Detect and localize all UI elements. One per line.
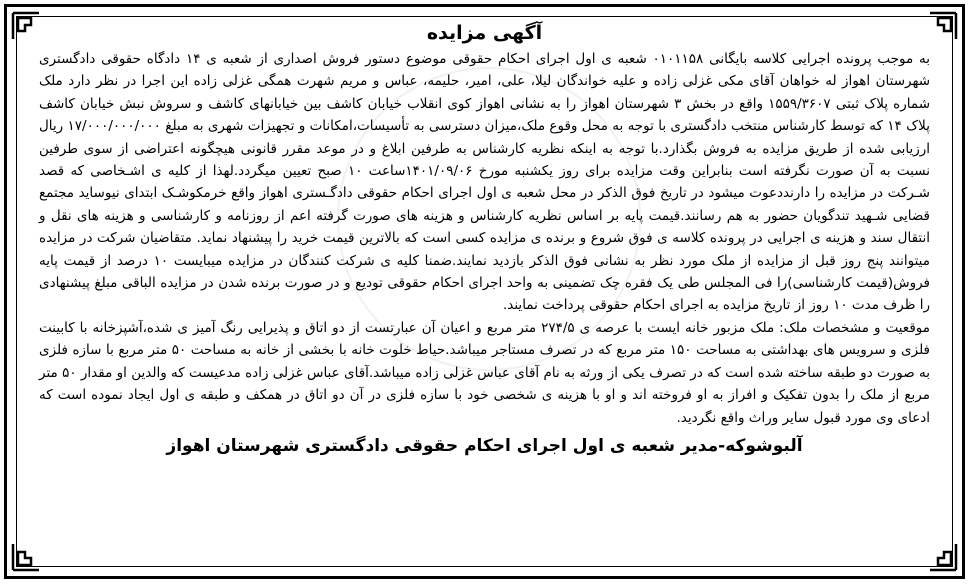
corner-ornament-icon <box>11 542 41 572</box>
corner-ornament-icon <box>11 11 41 41</box>
notice-content <box>39 21 930 566</box>
corner-ornament-icon <box>928 11 958 41</box>
corner-ornament-icon <box>928 542 958 572</box>
notice-body: به موجب پرونده اجرایی کلاسه بایگانی ۰۱۰۱۱۵۸ شعبه ی اول اجرای احکام حقوقی موضوع دستور فروش اصداری از شعبه ی ۱۴ دادگاه حقوقی دادگستری شهرستان اهواز له خواهان آقای مکی غزلی زاده و علیه خواندگان لیلا، علی، امیر، حلیمه، عباس و مریم شهرت همگی غزلی زاده این اجرا در نظر دارد ملک شماره پلاک ثبتی ۱۵۵۹/۳۶۰۷ واقع در بخش ۳ شهرستان اهواز را به نشانی اهواز کوی انقلاب خیابان کاشف بین خیابانهای کاشف و سروش نبش خیابان کاشف پلاک ۱۴ که توسط کارشناس منتخب دادگستری با توجه به محل وقوع ملک،میزان دسترسی به تأسیسات،امکانات و تجهیزات شهری به مبلغ ۱۷/۰۰۰/۰۰۰/۰۰۰ ریال ارزیابی شده از طریق مزایده به فروش بگذارد.با توجه به اینکه نظریه کارشناس به طرفین ابلاغ و در موعد مقرر قانونی هیچگونه اعتراضی از سوی طرفین نسبت به آن صورت نگرفته است بنابراین وقت مزایده برای روز یکشنبه مورخ ۱۴۰۱/۰۹/۰۶ساعت ۱۰ صبح تعیین میگردد.لهذا از کلیه ی اشـخاصی که قصد شـرکت در مزایده را دارنددعوت میشود در تاریخ فوق الذکر در محل شعبه ی اول اجرای احکام حقوقی دادگـستری اهواز واقع خرمکوشـک ابتدای نیوساید مجتمع قضایی شـهید تندگویان حضور به هم رسانند.قیمت پایه بر اساس نظریه کارشناس و هزینه های صورت گرفته اعم از روزنامه و کارشناسی و هزینه های نقل و انتقال سند و هزینه ی اجرایی در پرونده کلاسه ی فوق شروع و برنده ی مزایده کسی است که بالاترین قیمت خرید را پیشنهاد نماید. متقاضیان شرکت در مزایده میتوانند پنج روز قبل از مزایده از ملک مورد نظر به نشانی فوق الذکر بازدید نمایند.ضمنا کلیه ی شرکت کنندگان در مزایده میبایست ۱۰ درصد از قیمت پایه فروش(قیمت کارشناسی)را فی المجلس طی یک فقره چک تضمینی به واحد اجرای احکام حقوقی تودیع و در صورت برنده شدن در مزایده الباقی مبلغ پیشنهادی را ظرف مدت ۱۰ روز از تاریخ مزایده به اجرای احکام حقوقی پرداخت نمایند. <box>39 51 931 314</box>
notice-frame <box>4 4 965 579</box>
signature-line: آلبوشوکه-مدیر شعبه ی اول اجرای احکام حقوقی دادگستری شهرستان اهواز <box>166 435 803 456</box>
property-specs: موقعیت و مشخصات ملک: ملک مزبور خانه ایست با عرصه ی ۲۷۴/۵ متر مربع و اعیان آن عبارتست از دو اتاق و پذیرایی رنگ آمیز ی شده،آشپزخانه با کابینت فلزی و سرویس های بهداشتی به مساحت ۱۵۰ متر مربع که در تصرف مستاجر میباشد.حیاط خلوت خانه با بخشی از خانه به مساحت ۵۰ متر مربع با سازه فلزی به صورت دو طبقه ساخته شده است که در تصرف یکی از ورثه به نام آقای عباس غزلی زاده میباشد.آقای عباس غزلی زاده مدعیست که والدین او مقدار ۵۰ متر مربع از ملک را بدون تفکیک و افراز به او فروخته اند و او با هزینه ی شخصی خود با سازه فلزی در آن دو اتاق در همکف و طبقه ی اول ایجاد نموده است که ادعای وی مورد قبول سایر وراث واقع نگردید. <box>39 319 930 426</box>
notice-title: آگهی مزایده <box>426 22 543 44</box>
